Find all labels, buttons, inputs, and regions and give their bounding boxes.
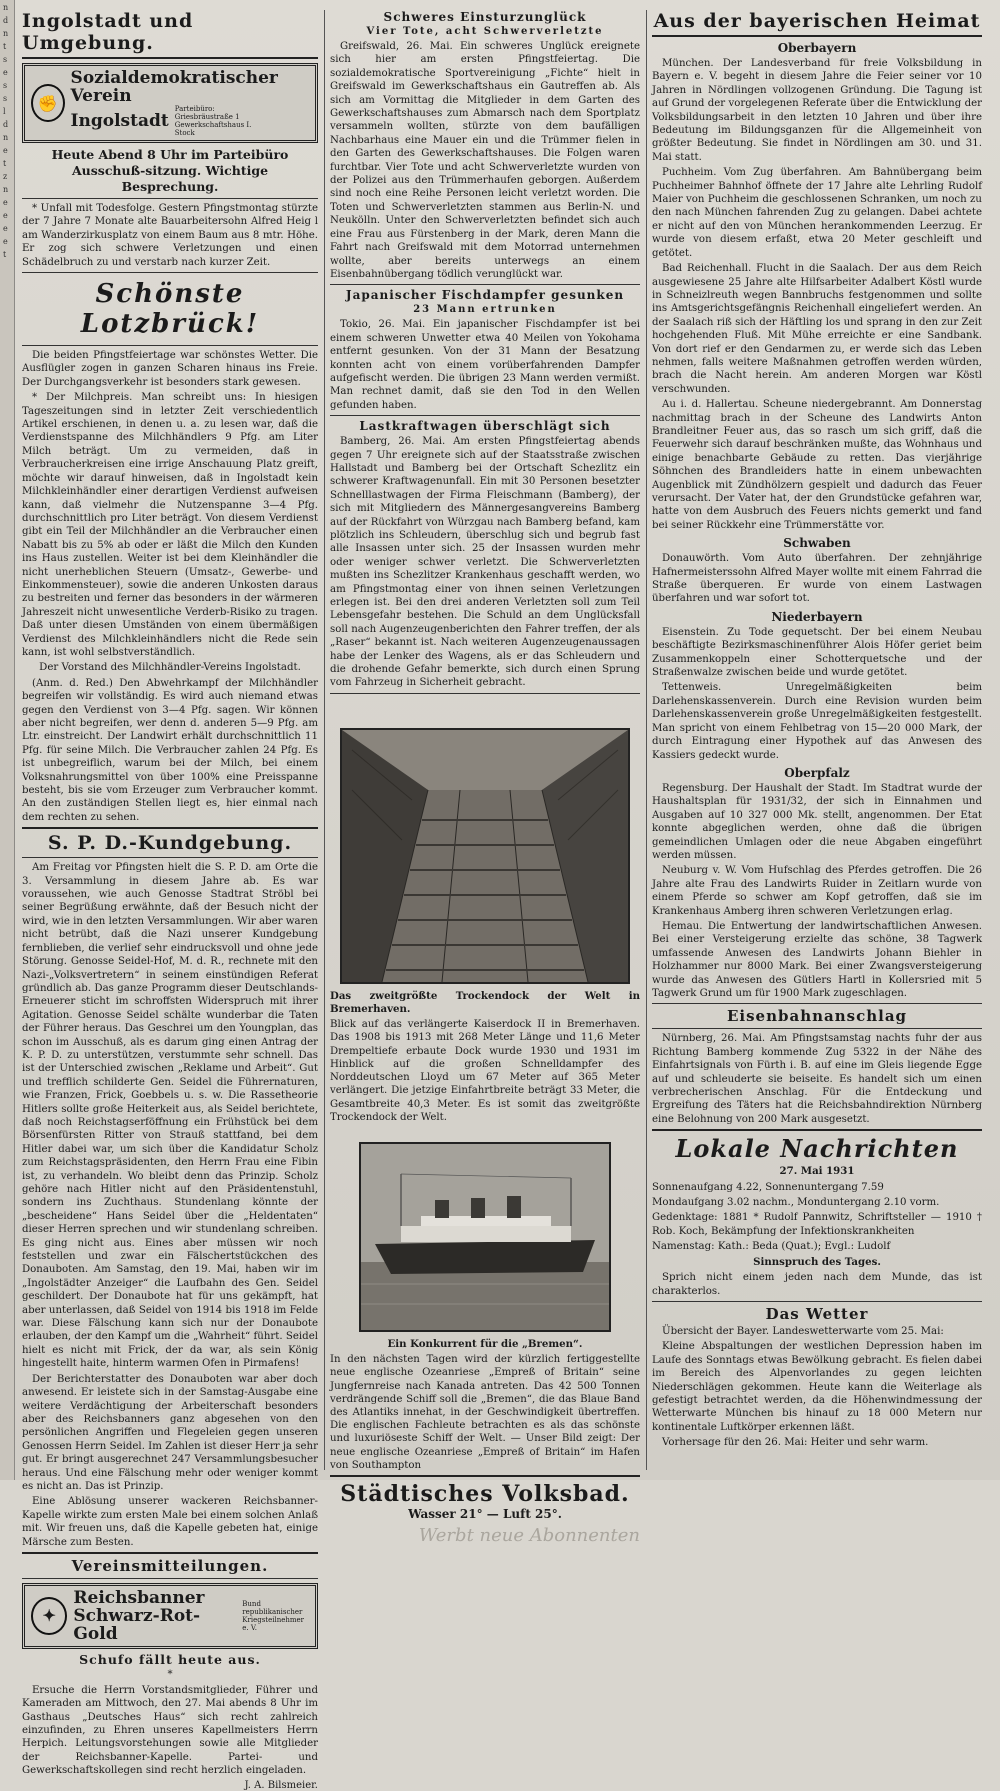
ship-image	[361, 1144, 609, 1330]
article-spd-rally-2: Der Berichterstatter des Donauboten war aber doch anwesend. Er leistete sich in der Samstag-Ausgabe eine weitere Verdächtigung der Arbeiterschaft besonders aber des Reichsbanners ganz abgesehen von den persönlichen Angriffen und Flegeleien gegen unseren Genossen Herrn Seidel. Im Zahlen ist dieser Herr ja sehr gut. Er bringt ausgerechnet 247 Versammlungsbesucher heraus. Und eine Fälschung mehr oder weniger kommt es nicht an. Das ist Prinzip.	[22, 1373, 318, 1492]
script-heading: Schönste Lotzbrück!	[80, 279, 260, 340]
sinnspruch-title: Sinnspruch des Tages.	[753, 1255, 881, 1268]
margin-letter: n	[3, 29, 9, 38]
margin-letter: s	[3, 94, 8, 103]
volksbad-ad-title: Städtisches Volksbad.	[340, 1480, 630, 1507]
rb-notice: Schufo fällt heute aus.	[79, 1651, 261, 1667]
margin-letter: n	[3, 133, 9, 142]
date-line: 27. Mai 1931	[779, 1165, 855, 1178]
margin-letter: t	[3, 42, 7, 51]
heading-lokale-nachrichten: Lokale Nachrichten	[675, 1134, 959, 1164]
article-weather: Die beiden Pfingstfeiertage war schönstes Wetter. Die Ausflügler zogen in ganzen Scharen hinaus ins Freie. Der Durchgangsverkehr ist besonders stark gewesen.	[22, 350, 318, 388]
heading-eisenbahnanschlag: Eisenbahnanschlag	[726, 1007, 908, 1026]
moon-times: Mondaufgang 3.02 nachm., Monduntergang 2.10 vorm.	[652, 1197, 940, 1209]
margin-letter: z	[3, 172, 8, 181]
spd-emblem-icon: ✊	[31, 84, 65, 122]
weather-text: Kleine Abspaltungen der westlichen Depression haben im Laufe des Sonntags etwas Bewölkung gebracht. Es fielen dabei im Bereich des Alpenvorlandes zu gegen leichten Niederschlägen gekommen. Heute kann die Weiterlage als gefestigt betrachtet werden, da die Höhenwindmessung der Wetterwarte München bis hinauf zu 18 000 Metern nur kontinentale Luftkörper erkennen läßt.	[652, 1341, 982, 1433]
divider	[22, 345, 318, 346]
article-nuernberg: Nürnberg, 26. Mai. Am Pfingstsamstag nachts fuhr der aus Richtung Bamberg kommende Zug 5322 in der Nähe des Einfahrtsignals von Fürth i. B. auf eine im Gleis liegende Egge auf und schleuderte sie beiseite. Es handelt sich um einen verbrecherischen Anschlag. Für die Entdeckung und Ergreifung des Täters hat die Reichsbahndirektion Nürnberg eine Belohnung von 200 Mark ausgesetzt.	[652, 1033, 982, 1125]
article-unfall: * Unfall mit Todesfolge. Gestern Pfingstmontag stürzte der 7 Jahre 7 Monate alte Bauarbeitersohn Alfred Heig l am Wanderzirkusplatz von einem Baum aus 8 mtr. Höhe. Er zog sich schwere Verletzungen und einen Schädelbruch zu und verstarb nach kurzer Zeit.	[22, 203, 318, 268]
spd-club-logo-box	[22, 63, 318, 143]
heading-lastkraftwagen: Lastkraftwagen überschlägt sich	[359, 419, 611, 434]
heading-fischdampfer: Japanischer Fischdampfer gesunken	[345, 288, 625, 303]
article-reichenhall: Bad Reichenhall. Flucht in die Saalach. Der aus dem Reich ausgewiesene 25 Jahre alte Hilfsarbeiter Adalbert Köstl wurde in Schneizlreuth wegen Bannbruchs festgenommen und sollte ins Amtsgerichtsgefängnis Reichenhall eingeliefert werden. An der Saalach riß sich der Häftling los und sprang in den zur Zeit hochgehenden Fluß. Mit Mühe erreichte er eine Sandbank. Von dort rief er den Gendarmen zu, er werde sich das Leben nehmen, falls weitere Maßnahmen getroffen werden würden, brach die Nacht herein. Am anderen Morgen war Köstl verschwunden.	[652, 263, 982, 395]
article-regensburg: Regensburg. Der Haushalt der Stadt. Im Stadtrat wurde der Haushaltsplan für 1931/32, der sich in Einnahmen und Ausgaben auf 10 327 000 Mk. stellt, angenommen. Der Etat konnte abgeglichen werden, ohne daß die übrigen gemeindlichen Umlagen oder die neue Abgaben eingeführt werden müssen.	[652, 782, 982, 861]
margin-letter: s	[3, 81, 8, 90]
divider	[22, 57, 318, 59]
column-divider	[324, 10, 325, 1470]
rb-logo-small: Bund republikanischer Kriegsteilnehmer e. V.	[242, 1599, 305, 1632]
divider	[22, 857, 318, 858]
drydock-caption-text: Blick auf das verlängerte Kaiserdock II in Bremerhaven. Das 1908 bis 1913 mit 268 Meter Länge und 11,6 Meter Drempeltiefe erbaute Dock wurde 1930 und 1931 im Hinblick auf die großen Schnelldampfer des Norddeutschen Lloyd um 67 Meter auf 365 Meter verlängert. Die jetzige Einfahrtbreite beträgt 33 Meter, die Gesamtbreite 40,3 Meter. Es ist somit das zweitgrößte Trockendock der Welt.	[330, 1019, 640, 1123]
divider	[330, 1475, 640, 1477]
article-eisenstein: Eisenstein. Zu Tode gequetscht. Der bei einem Neubau beschäftigte Bezirksmaschinenführer Alois Höfer geriet beim Zusammenkoppeln einer Schotterquetsche und der Straßenwalze zwischen beide und wurde getötet.	[652, 626, 982, 679]
column-divider	[646, 10, 647, 1470]
rb-signature: J. A. Bilsmeier.	[244, 1779, 318, 1791]
divider	[330, 415, 640, 416]
heading-bavarian-home: Aus der bayerischen Heimat	[653, 10, 981, 32]
margin-letter: e	[3, 237, 8, 246]
drydock-photo	[340, 728, 630, 984]
namenstag: Namenstag: Kath.: Beda (Quat.); Evgl.: Ludolf	[652, 1241, 891, 1253]
column-news	[330, 8, 640, 1546]
article-einsturz: Greifswald, 26. Mai. Ein schweres Unglück ereignete sich hier am ersten Pfingstfeiertag. Die sozialdemokratische Sportvereinigung „Fichte“ hielt in Greifswald im Gewerkschaftshaus ein Gautreffen ab. Als sich am Vormittag die Mitglieder in dem Garten des Gewerkschaftshauses zum Abmarsch nach dem Sportplatz versammeln wollten, stürzte von dem baufälligen Nachbarhaus eine Mauer ein und die Trümmer fielen in den Garten des Gewerkschaftshauses. Die Folgen waren furchtbar. Vier Tote und acht Schwerverletzte wurden von der Polizei aus den Trümmerhaufen geborgen. Außerdem sind noch eine Reihe Personen leicht verletzt worden. Die Toten und Schwerverletzten stammen aus Berlin-N. und Neukölln. Unter den Schwerverletzten befindet sich auch eine Frau aus Fürstenberg in der Mark, deren Mann die Fahrt nach Greifswald mit dem Motorrad unternehmen wollte, aber bereits unterwegs an einem Eisenbahnübergang tödlich verunglückt war.	[330, 41, 640, 280]
milch-signature: Der Vorstand des Milchhändler-Vereins Ingolstadt.	[39, 662, 301, 674]
heading-wetter: Das Wetter	[765, 1304, 869, 1323]
divider	[22, 272, 318, 273]
column-ingolstadt	[22, 8, 318, 1791]
gedenktage: Gedenktage: 1881 * Rudolf Pannwitz, Schriftsteller — 1910 † Rob. Koch, Bekämpfung der Infektionskrankheiten	[652, 1212, 982, 1237]
margin-letter: n	[3, 185, 9, 194]
rb-logo-line1: Reichsbanner	[73, 1587, 205, 1608]
drydock-image	[342, 730, 628, 982]
divider	[652, 1028, 982, 1029]
weather-overview: Übersicht der Bayer. Landeswetterwarte vom 25. Mai:	[662, 1325, 944, 1337]
margin-letter: s	[3, 55, 8, 64]
article-au-hallertau: Au i. d. Hallertau. Scheune niedergebrannt. Am Donnerstag nachmittag brach in der Scheune des Landwirts Anton Brandleitner Feuer aus, das so rasch um sich griff, daß die Feuerwehr sich darauf beschränken mußte, das Wohnhaus und einige benachbarte Gebäude zu retten. Das vierjährige Söhnchen des Brandleiders hatte in einem unbewachten Augenblick mit Zündhölzern gespielt und dadurch das Feuer verursacht. Der Vater hat, der den Grundstücke gefahren war, hatte von dem Ausbruch des Feuers nichts gemerkt und fand bei seiner Rückkehr eine Trümmerstätte vor.	[652, 399, 982, 531]
divider	[22, 198, 318, 199]
margin-letter: n	[3, 3, 9, 12]
divider	[652, 35, 982, 37]
article-hemau: Hemau. Die Entwertung der landwirtschaftlichen Anwesen. Bei einer Versteigerung erzielte das schöne, 38 Tagwerk umfassende Anwesen des Landwirts Johann Biehler in Holzhammer nur 8000 Mark. Bei einer Zwangsversteigerung wurde das Anwesen des Gütlers Hartl in Kollersried mit 5 Tagwerk Grund um für 1900 Mark zugeschlagen.	[652, 920, 982, 999]
section-heading-ingolstadt: Ingolstadt und Umgebung.	[22, 10, 194, 54]
article-lastkraftwagen: Bamberg, 26. Mai. Am ersten Pfingstfeiertag abends gegen 7 Uhr ereignete sich auf der Staatsstraße zwischen Hallstadt und Bamberg bei der Ortschaft Schezlitz ein schwerer Kraftwagenunfall. Ein mit 30 Personen besetzter Schnelllastwagen der Firma Fleischmann (Bamberg), der sich mit Mitgliedern des Männergesangvereins Bamberg auf der Rückfahrt von Würzgau nach Bamberg befand, kam plötzlich ins Schleudern, überschlug sich und begrub fast alle Insassen unter sich. 25 der Insassen wurden mehr oder weniger schwer verletzt. Die Schwerverletzten mußten ins Schezlitzer Krankenhaus geschafft werden, wo am Pfingstmontag einer von ihnen seinen Verletzungen erlegen ist. Bei den drei anderen Verletzten soll zum Teil Lebensgefahr bestehen. Die Schuld an dem Unglücksfall soll nach Augenzeugenberichten den Fahrer treffen, der als „Raser“ bekannt ist. Nach weiteren Augenzeugenaussagen habe der Lenker des Wagens, als er das Schleudern und die drohende Gefahr bemerkte, sich durch einen Sprung vom Fahrzeug in Sicherheit gebracht.	[330, 436, 640, 689]
heading-einsturz: Schweres Einsturzunglück	[383, 10, 587, 24]
rb-star: *	[167, 1669, 173, 1681]
club-notice: Heute Abend 8 Uhr im Parteibüro Ausschuß-sitzung. Wichtige Besprechung.	[51, 147, 289, 194]
club-logo-small: Parteibüro: Griesbräustraße 1 Gewerkschaftshaus I. Stock	[174, 105, 252, 137]
weather-forecast: Vorhersage für den 26. Mai: Heiter und sehr warm.	[662, 1437, 929, 1449]
margin-letter: e	[3, 68, 8, 77]
divider	[330, 693, 640, 694]
divider	[652, 1301, 982, 1302]
rb-text: Ersuche die Herrn Vorstandsmitglieder, Führer und Kameraden am Mittwoch, den 27. Mai abends 8 Uhr im Gasthaus „Deutsches Haus“ sich recht zahlreich einzufinden, zu Ehren unseres Kapellmeisters Herrn Herpich. Leitungsvorstehungen sowie alle Mitglieder der Reichsbanner-Kapelle. Partei- und Gewerkschaftskollegen sind recht herzlich eingeladen.	[22, 1684, 318, 1777]
divider	[652, 1129, 982, 1131]
ship-caption-title: Ein Konkurrent für die „Bremen“.	[387, 1337, 583, 1350]
margin-letter: l	[3, 107, 6, 116]
club-logo-line2: Ingolstadt	[70, 111, 169, 131]
article-tettenweis: Tettenweis. Unregelmäßigkeiten beim Darlehenskassenverein. Durch eine Revision wurden beim Darlehenskassenverein große Unregelmäßigkeiten festgestellt. Man spricht von einem Fehlbetrag von 15—20 000 Mark, der durch Eintragung einer Hypothek auf das Anwesen des Kassiers gedeckt wurde.	[652, 682, 982, 761]
sinnspruch-text: Sprich nicht einem jeden nach dem Munde, das ist charakterlos.	[652, 1272, 982, 1297]
spd-rally-heading: S. P. D.-Kundgebung.	[47, 832, 293, 855]
margin-letter: e	[3, 146, 8, 155]
club-logo-line1: Sozialdemokratischer Verein	[70, 68, 278, 106]
margin-letter: e	[3, 198, 8, 207]
margin-letter: e	[3, 224, 8, 233]
sun-times: Sonnenaufgang 4.22, Sonnenuntergang 7.59	[652, 1181, 884, 1193]
volksbad-ad-sub: Wasser 21° — Luft 25°.	[408, 1506, 562, 1521]
verein-heading: Vereinsmitteilungen.	[71, 1556, 269, 1575]
article-milchpreis: * Der Milchpreis. Man schreibt uns: In hiesigen Tageszeitungen sind in letzter Zeit verschiedentlich Artikel erschienen, in denen u. a. zu lesen war, daß die Verdienstspanne des Milchhändlers 9 Pfg. am Liter Milch beträgt. Um zu vermeiden, daß in Verbraucherkreisen eine irrige Anschauung Platz greift, möchte wir darauf hinweisen, daß in Ingolstadt kein Milchkleinhändler einer derartigen Verdienst aufweisen kann, daß vielmehr die Nutzenspanne 3—4 Pfg. durchschnittlich pro Liter beträgt. Von diesem Verdienst gibt ein Teil der Milchhändler an die Verbraucher einen Nabatt bis zu 5% ab oder er läßt die Milch den Kunden ins Haus zustellen. Weiter ist bei dem Kleinhändler die nicht unerheblichen Steuern (Umsatz-, Gewerbe- und Einkommensteuer), sowie die anderen Unkosten daraus zu bestreiten und ferner das besonders in der wärmeren Jahreszeit nicht unwesentliche Verderb-Risiko zu tragen. Daß unter diesen Umständen von einem übermäßigen Verdienst des Milchkleinhändlers nicht die Rede sein kann, ist wohl selbstverständlich.	[22, 392, 318, 658]
margin-letter: e	[3, 211, 8, 220]
article-donauwoerth: Donauwörth. Vom Auto überfahren. Der zehnjährige Hafnermeisterssohn Alfred Mayer wollte mit einem Fahrrad die Straße überqueren. Er wurde von einem Lastwagen überfahren und war sofort tot.	[652, 553, 982, 605]
faint-advert: Werbt neue Abonnenten	[418, 1524, 640, 1546]
reichsbanner-logo-box	[22, 1583, 318, 1649]
eagle-emblem-icon: ✦	[31, 1597, 67, 1635]
ship-caption-text: In den nächsten Tagen wird der kürzlich fertiggestellte neue englische Ozeanriese „Empreß of Britain“ seine Jungfernreise nach Kanada antreten. Das 42 500 Tonnen verdrängende Schiff soll die „Bremen“, die das Blaue Band des Atlantiks innehat, in der Geschwindigkeit übertreffen. Die englischen Fachleute betrachten es als das schönste und luxuriöseste Schiff der Welt. — Unser Bild zeigt: Der neue englische Ozeanriese „Empreß of Britain“ im Hafen von Southampton	[330, 1354, 640, 1471]
article-neuburg: Neuburg v. W. Vom Hufschlag des Pferdes getroffen. Die 26 Jahre alte Frau des Landwirts Ruider in Zeitlarn wurde von einem Pferde so schwer am Kopf getroffen, daß sie im Krankenhaus Amberg ihren schweren Verletzungen erlag.	[652, 865, 982, 917]
article-fischdampfer: Tokio, 26. Mai. Ein japanischer Fischdampfer ist bei einem schweren Unwetter etwa 40 Meilen von Yokohama entfernt gesunken. Von der 31 Mann der Besatzung konnten acht von einem vorüberfahrenden Dampfer aufgefischt werden. Die übrigen 23 Mann werden vermißt. Man rechnet damit, daß sie den Tod in den Wellen gefunden haben.	[330, 319, 640, 411]
column-bavaria	[652, 8, 982, 1478]
drydock-caption-title: Das zweitgrößte Trockendock der Welt in Bremerhaven.	[330, 989, 640, 1016]
article-puchheim: Puchheim. Vom Zug überfahren. Am Bahnübergang beim Puchheimer Bahnhof öffnete der 17 Jahre alte Lehrling Rudolf Maier von Puchheim die geschlossenen Schranken, um noch zu den nach München fahrenden Zug zu gelangen. Dabei achtete er nicht auf den von München herankommenden Leerzug. Er wurde von diesem erfaßt, etwa 20 Meter geschleift und getötet.	[652, 167, 982, 259]
divider	[22, 827, 318, 829]
subheading-fischdampfer: 23 Mann ertrunken	[413, 304, 557, 316]
divider	[22, 1552, 318, 1554]
left-margin-strip	[0, 0, 15, 1480]
divider	[330, 284, 640, 285]
divider	[652, 1003, 982, 1004]
drydock-caption	[330, 990, 640, 1016]
ship-photo	[359, 1142, 611, 1332]
article-spd-rally-3: Eine Ablösung unserer wackeren Reichsbanner-Kapelle wirkte zum ersten Male bei einem solchen Anlaß mit. Wir freuen uns, daß die Kapelle gebeten hat, einige Märsche zum Besten.	[22, 1496, 318, 1548]
article-spd-rally: Am Freitag vor Pfingsten hielt die S. P. D. am Orte die 3. Versammlung in diesem Jahre ab. Es war voraussehen, wie auch Genosse Stadtrat Ströbl bei seiner Begrüßung erwähnte, daß der Besuch nicht der wird, wie in den letzten Versammlungen. Wir aber waren nicht betrübt, daß die Nazi unserer Kundgebung fernblieben, die verlief sehr eindrucksvoll und ohne jede Störung. Genosse Seidel-Hof, M. d. R., rechnete mit den Nazi-„Volksvertretern“ in seinem einstündigen Referat gründlich ab. Das ganze Programm dieser Deutschlands-Erneuerer sticht im schroffsten Widerspruch mit ihrer Agitation. Genosse Seidel schälte wunderbar die Taten der Führer heraus. Das Geschrei um den Youngplan, das schon im Ausschuß, als es darum ging einen Antrag der K. P. D. zu unterstützen, verstummte sehr schnell. Das ist der Unterschied zwischen „Reklame und Arbeit“. Gut und trefflich schilderte Gen. Seidel die Führernaturen, wie Franzen, Frick, Goebbels u. s. w. Die Rassetheorie Hitlers sollte große Heiterkeit aus, als Seidel berichtete, daß noch Reichstagserföffnung ein Frühstück bei dem Börsenfürsten Ritter von Strauß stattfand, bei dem Hitler dabei war, um sich über die Kandidatur Scholz zum Reichstagspräsidenten, den Herrn Frau eine Fibin ist, zu verhandeln. Wo bleibt denn das Prinzip. Scholz gehöre nach Hitler nicht auf den Präsidentenstuhl, sondern ins Zuchthaus. Stundenlang könnte der „bescheidene“ Hans Seidel über die „Heldentaten“ dieser Herren sprechen und wir stundenlang schreiben. Es ging nicht aus. Eines aber müssen wir noch feststellen und zwar ein Fälschertstückchen des Donauboten. Am Samstag, den 19. Mai, haben wir im „Ingolstädter Anzeiger“ die Laufbahn des Gen. Seidel geschildert. Der Donaubote hat für uns gekämpft, hat aber unterlassen, daß Seidel von 1914 bis 1918 im Felde war. Diese Fälschung kann sich nur der Donaubote erlauben, der den Kampf um die „Wahrheit“ führt. Seidel hielt es nicht mit Frick, der da war, als sein König hingestellt haite, hinterm warmen Ofen in Pirmafens!	[22, 862, 318, 1370]
rb-logo-line2: Schwarz-Rot-Gold	[73, 1605, 201, 1644]
subheading-einsturz: Vier Tote, acht Schwerverletzte	[366, 26, 604, 37]
region-oberpfalz: Oberpfalz	[784, 765, 850, 780]
margin-letter: t	[3, 159, 7, 168]
margin-letter: t	[3, 250, 7, 259]
ship-caption	[330, 1338, 640, 1351]
region-oberbayern: Oberbayern	[777, 41, 857, 55]
region-schwaben: Schwaben	[783, 536, 851, 551]
milch-editor-note: (Anm. d. Red.) Den Abwehrkampf der Milchhändler begreifen wir vollständig. Es wird auch niemand etwas gegen den Verdienst von 3—4 Pfg. sagen. Wir können aber nicht begreifen, wer denn d. anderen 5—9 Pfg. am Ltr. einstreicht. Der Landwirt erhält durchschnittlich 11 Pfg. für seine Milch. Die Verbraucher zahlen 24 Pfg. Es ist unbegreiflich, warum bei der Milch, bei einem Volksnahrungsmittel von über 100% eine Preisspanne besteht, bis sie vom Erzeuger zum Verbraucher kommt. An den zuständigen Stellen liegt es, hier einmal nach dem rechten zu sehen.	[22, 677, 318, 823]
divider	[22, 1578, 318, 1579]
margin-letter: d	[3, 120, 9, 129]
margin-letter: d	[3, 16, 9, 25]
article-muenchen: München. Der Landesverband für freie Volksbildung in Bayern e. V. begeht in diesem Jahre die Feier seiner vor 10 Jahren in Nördlingen vollzogenen Gründung. Die Tagung ist auf Grund der vorgelegenen Referate über die Entwicklung der Volksbildungsarbeit in den letzten 10 Jahren und über ihre Bedeutung im Bildungsganzen für die Allgemeinheit von größter Bedeutung. Sie findet in Nördlingen am 30. und 31. Mai statt.	[652, 58, 982, 163]
region-niederbayern: Niederbayern	[771, 609, 863, 624]
